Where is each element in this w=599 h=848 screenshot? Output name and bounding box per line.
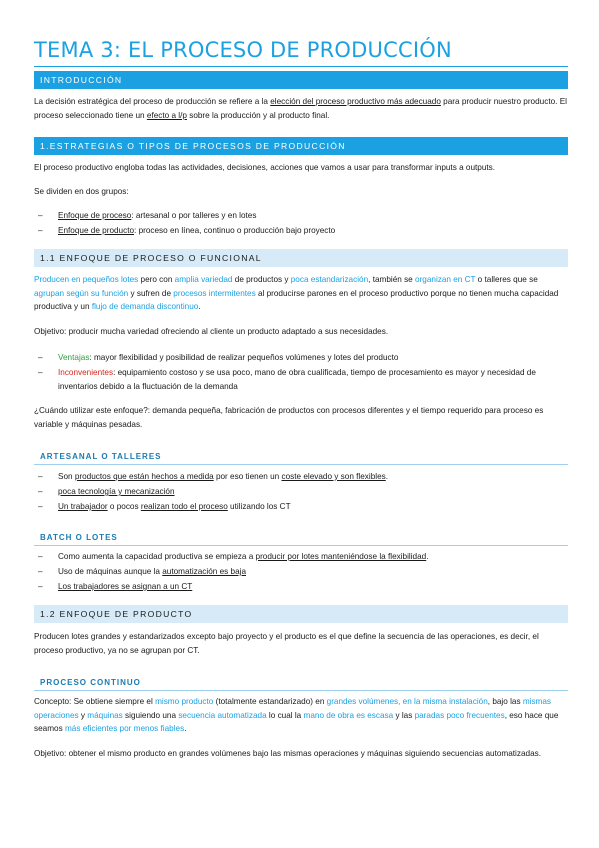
- highlighted-text: procesos intermitentes: [173, 288, 256, 298]
- estrategias-paragraph: El proceso productivo engloba todas las actividades, decisiones, acciones que vamos a usar para transformar inputs a outputs.: [34, 163, 496, 172]
- text-run: , bajo las: [487, 697, 523, 706]
- highlighted-text: máquinas: [87, 710, 123, 720]
- enfoque-proceso-objetivo: Objetivo: producir mucha variedad ofreciendo al cliente un producto adaptado a sus necesidades.: [34, 327, 389, 336]
- text-run: , también se: [368, 275, 416, 284]
- highlighted-text: mano de obra es escasa: [303, 710, 394, 720]
- subsection-heading-enfoque-proceso: 1.1 ENFOQUE DE PROCESO O FUNCIONAL: [34, 249, 568, 267]
- enfoque-proceso-paragraph: [34, 273, 570, 314]
- highlighted-text: flujo de demanda discontinuo: [91, 302, 199, 311]
- subheading-batch-rule: [34, 545, 568, 546]
- list-item-artesanal-2: – poca tecnología y mecanización: [38, 487, 175, 496]
- subsection-heading-enfoque-producto: 1.2 ENFOQUE DE PRODUCTO: [34, 605, 568, 623]
- highlighted-text: Producen en pequeños lotes: [34, 275, 139, 284]
- subheading-batch: BATCH O LOTES: [40, 533, 118, 542]
- text-run: al producirse parones en el proceso productivo porque no tienen mucha capacidad productiva y un: [34, 288, 559, 311]
- subheading-artesanal: ARTESANAL O TALLERES: [40, 452, 162, 461]
- text-run: , eso hace que seamos: [34, 710, 559, 733]
- list-item-enfoque-proceso: – Enfoque de proceso: artesanal o por talleres y en lotes: [38, 211, 257, 220]
- highlighted-text: amplia variedad: [174, 275, 233, 284]
- list-item-batch-2: – Uso de máquinas aunque la automatización es baja: [38, 567, 246, 576]
- highlighted-text: agrupan según su función: [34, 288, 129, 298]
- section-heading-introduccion: INTRODUCCIÓN: [34, 71, 568, 89]
- highlighted-text: grandes volúmenes, en la misma instalación: [326, 697, 488, 706]
- proceso-continuo-objetivo: Objetivo: obtener el mismo producto en grandes volúmenes bajo las mismas operaciones y máquinas siguiendo secuencias automatizadas.: [34, 749, 541, 758]
- estrategias-groups-intro: Se dividen en dos grupos:: [34, 187, 129, 196]
- text-run: Concepto: Se obtiene siempre el: [34, 697, 156, 706]
- highlighted-text: secuencia automatizada: [178, 710, 267, 720]
- enfoque-producto-paragraph: Producen lotes grandes y estandarizados excepto bajo proyecto y el producto es el que define la secuencia de las operaciones, es decir, el proceso productivo, ya no se agrupan por CT.: [34, 632, 539, 655]
- page-title: TEMA 3: EL PROCESO DE PRODUCCIÓN: [34, 38, 452, 62]
- section-heading-estrategias: 1.ESTRATEGIAS O TIPOS DE PROCESOS DE PRODUCCIÓN: [34, 137, 568, 155]
- enfoque-proceso-cuando: ¿Cuándo utilizar este enfoque?: demanda pequeña, fabricación de productos con procesos diferentes y el tiempo requerido para proceso es variable y máquinas pesadas.: [34, 406, 544, 429]
- list-item-enfoque-producto: – Enfoque de producto: proceso en línea, continuo o producción bajo proyecto: [38, 226, 336, 235]
- list-item-artesanal-3: – Un trabajador o pocos realizan todo el proceso utilizando los CT: [38, 502, 291, 511]
- text-run: siguiendo una: [122, 710, 179, 720]
- text-run: y: [78, 710, 88, 720]
- highlighted-text: organizan en CT: [415, 275, 476, 284]
- subheading-artesanal-rule: [34, 464, 568, 465]
- text-run: y las: [393, 710, 415, 720]
- text-run: y sufren de: [128, 288, 174, 298]
- text-run: .: [184, 724, 187, 733]
- proceso-continuo-concepto: [34, 695, 570, 736]
- highlighted-text: mismas operaciones: [34, 697, 552, 720]
- list-item-artesanal-1: – Son productos que están hechos a medida por eso tienen un coste elevado y son flexibles.: [38, 472, 389, 481]
- text-run: de productos y: [232, 275, 291, 284]
- subheading-proceso-continuo-rule: [34, 690, 568, 691]
- text-run: lo cual la: [266, 710, 304, 720]
- title-underline: [34, 66, 568, 67]
- subheading-proceso-continuo: PROCESO CONTINUO: [40, 678, 141, 687]
- intro-paragraph: La decisión estratégica del proceso de producción se refiere a la elección del proceso productivo más adecuado para producir nuestro producto. El proceso seleccionado tiene un efecto a l/p sobre la producción y al producto final.: [34, 97, 567, 120]
- highlighted-text: paradas poco frecuentes: [414, 710, 505, 720]
- list-item-ventajas: – Ventajas: mayor flexibilidad y posibilidad de realizar pequeños volúmenes y lotes del producto: [38, 353, 399, 362]
- highlighted-text: mismo producto: [155, 697, 214, 706]
- text-run: .: [198, 302, 201, 311]
- list-item-batch-3: – Los trabajadores se asignan a un CT: [38, 582, 193, 591]
- text-run: o talleres que se: [475, 275, 538, 284]
- highlighted-text: poca estandarización: [290, 275, 369, 284]
- list-item-inconvenientes: – Inconvenientes: equipamiento costoso y se usa poco, mano de obra cualificada, tiempo de procesamiento es mayor y necesidad de inventarios debido a la fluctuación de la demanda: [38, 368, 536, 391]
- highlighted-text: más eficientes por menos fiables: [64, 724, 185, 733]
- text-run: pero con: [138, 275, 175, 284]
- list-item-batch-1: – Como aumenta la capacidad productiva se empieza a producir por lotes manteniéndose la flexibilidad.: [38, 552, 429, 561]
- text-run: (totalmente estandarizado) en: [213, 697, 327, 706]
